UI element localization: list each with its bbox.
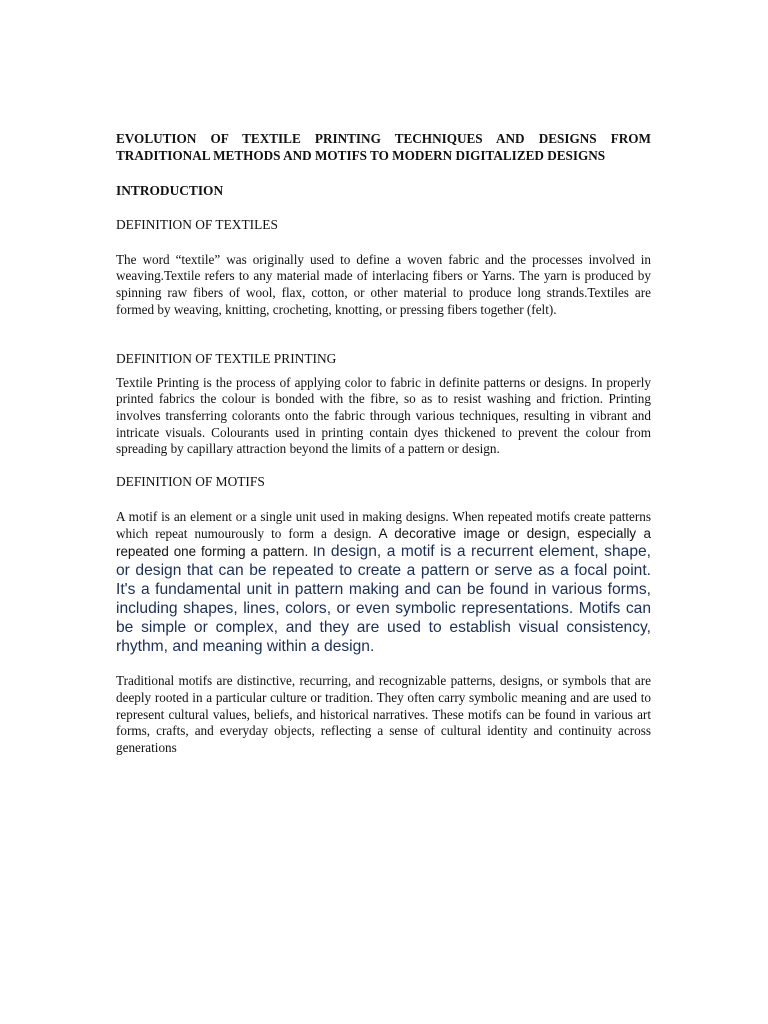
document-title: EVOLUTION OF TEXTILE PRINTING TECHNIQUES AND DESIGNS FROM TRADITIONAL METHODS AND MOTIFS TO MODERN DIGITALIZED DESIGNS <box>116 131 651 163</box>
motifs-paragraph-part1: A motif is an element or a single unit used in making designs. When repeated motifs create patterns which repeat numourously to form a design. <box>116 509 651 542</box>
document-page <box>116 131 651 756</box>
motifs-paragraph <box>116 508 651 656</box>
traditional-motifs-paragraph: Traditional motifs are distinctive, recurring, and recognizable patterns, designs, or symbols that are deeply rooted in a particular culture or tradition. They often carry symbolic meaning and are used to represent cultural values, beliefs, and historical narratives. These motifs can be found in various art forms, crafts, and everyday objects, reflecting a sense of cultural identity and continuity across generations <box>116 673 651 755</box>
section-heading-textile-printing: DEFINITION OF TEXTILE PRINTING <box>116 351 337 367</box>
section-heading-motifs: DEFINITION OF MOTIFS <box>116 473 265 489</box>
motifs-paragraph-part2: A decorative image or design, especially a repeated one forming a pattern. I <box>116 526 652 560</box>
textile-printing-paragraph: Textile Printing is the process of applying color to fabric in definite patterns or designs. In properly printed fabrics the colour is bonded with the fibre, so as to resist washing and friction. Printing involves transferring colorants onto the fabric through various techniques, resulting in vibrant and intricate visuals. Colourants used in printing contain dyes thickened to prevent the colour from spreading by capillary attraction beyond the limits of a pattern or design. <box>116 374 651 457</box>
motifs-paragraph-part3: n design, a motif is a recurrent element, shape, or design that can be repeated to create a pattern or serve as a focal point. It's a fundamental unit in pattern making and can be found in various forms, including shapes, lines, colors, or even symbolic representations. Motifs can be simple or complex, and they are used to establish visual consistency, rhythm, and meaning within a design. <box>116 543 651 656</box>
introduction-heading: INTRODUCTION <box>116 182 224 198</box>
section-heading-textiles: DEFINITION OF TEXTILES <box>116 217 278 233</box>
textiles-paragraph: The word “textile” was originally used to define a woven fabric and the processes involved in weaving.Textile refers to any material made of interlacing fibers or Yarns. The yarn is produced by spinning raw fibers of wool, flax, cotton, or other material to produce long strands.Textiles are formed by weaving, knitting, crocheting, knotting, or pressing fibers together (felt). <box>116 251 651 317</box>
